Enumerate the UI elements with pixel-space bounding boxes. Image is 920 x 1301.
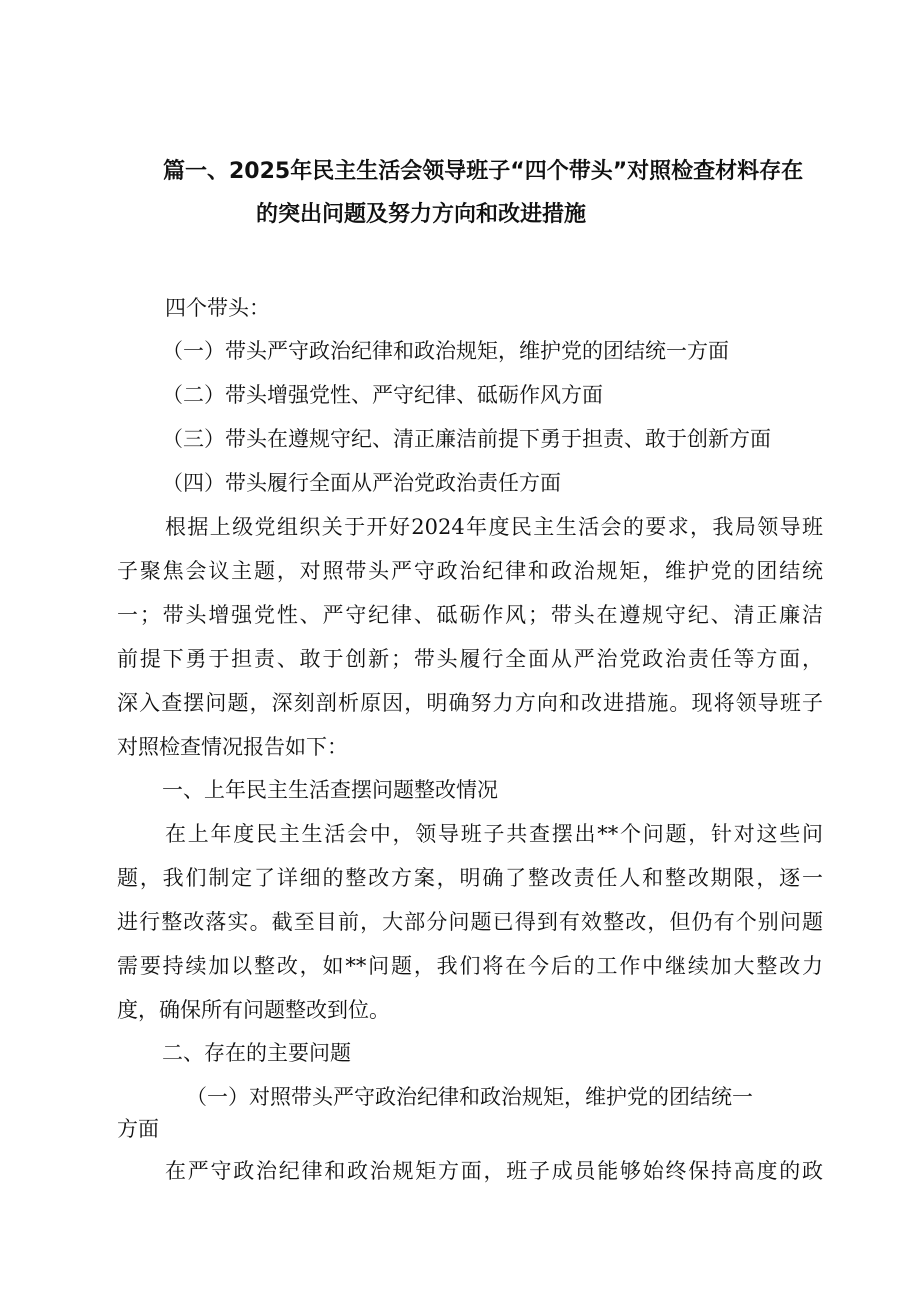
four-leads-item: （一）带头严守政治纪律和政治规矩，维护党的团结统一方面 <box>162 339 729 363</box>
section-1-paragraph-line: 进行整改落实。截至目前，大部分问题已得到有效整改，但仍有个别问题 <box>117 910 823 934</box>
intro-paragraph-line: 对照检查情况报告如下： <box>117 735 348 759</box>
section-2-paragraph-line: 在严守政治纪律和政治规矩方面，班子成员能够始终保持高度的政 <box>165 1159 823 1183</box>
section-1-paragraph-line: 在上年度民主生活会中，领导班子共查摆出**个问题，针对这些问 <box>165 822 823 846</box>
document-title-line-1: 篇一、2025年民主生活会领导班子“四个带头”对照检查材料存在 <box>163 159 804 184</box>
section-1-paragraph-line: 需要持续加以整改，如**问题，我们将在今后的工作中继续加大整改力 <box>117 954 823 978</box>
four-leads-label: 四个带头： <box>165 296 270 320</box>
section-2-heading: 二、存在的主要问题 <box>162 1041 351 1065</box>
intro-paragraph-line: 一；带头增强党性、严守纪律、砥砺作风；带头在遵规守纪、清正廉洁 <box>117 603 823 627</box>
intro-paragraph-line: 子聚焦会议主题，对照带头严守政治纪律和政治规矩，维护党的团结统 <box>117 559 823 583</box>
intro-paragraph-line: 前提下勇于担责、敢于创新；带头履行全面从严治党政治责任等方面， <box>117 647 823 671</box>
document-title-line-2: 的突出问题及努力方向和改进措施 <box>256 202 587 227</box>
section-1-paragraph-line: 题，我们制定了详细的整改方案，明确了整改责任人和整改期限，逐一 <box>117 866 823 890</box>
section-1-heading: 一、上年民主生活查摆问题整改情况 <box>162 778 498 802</box>
intro-paragraph-line: 深入查摆问题，深刻剖析原因，明确努力方向和改进措施。现将领导班子 <box>117 691 823 715</box>
section-2-subheading-line-2: 方面 <box>117 1117 159 1141</box>
four-leads-item: （四）带头履行全面从严治党政治责任方面 <box>162 471 561 495</box>
intro-paragraph-line: 根据上级党组织关于开好2024年度民主生活会的要求，我局领导班 <box>165 515 823 539</box>
four-leads-item: （三）带头在遵规守纪、清正廉洁前提下勇于担责、敢于创新方面 <box>162 427 771 451</box>
four-leads-item: （二）带头增强党性、严守纪律、砥砺作风方面 <box>162 383 603 407</box>
section-1-paragraph-line: 度，确保所有问题整改到位。 <box>117 998 390 1022</box>
section-2-subheading-line-1: （一）对照带头严守政治纪律和政治规矩，维护党的团结统一 <box>186 1085 753 1109</box>
